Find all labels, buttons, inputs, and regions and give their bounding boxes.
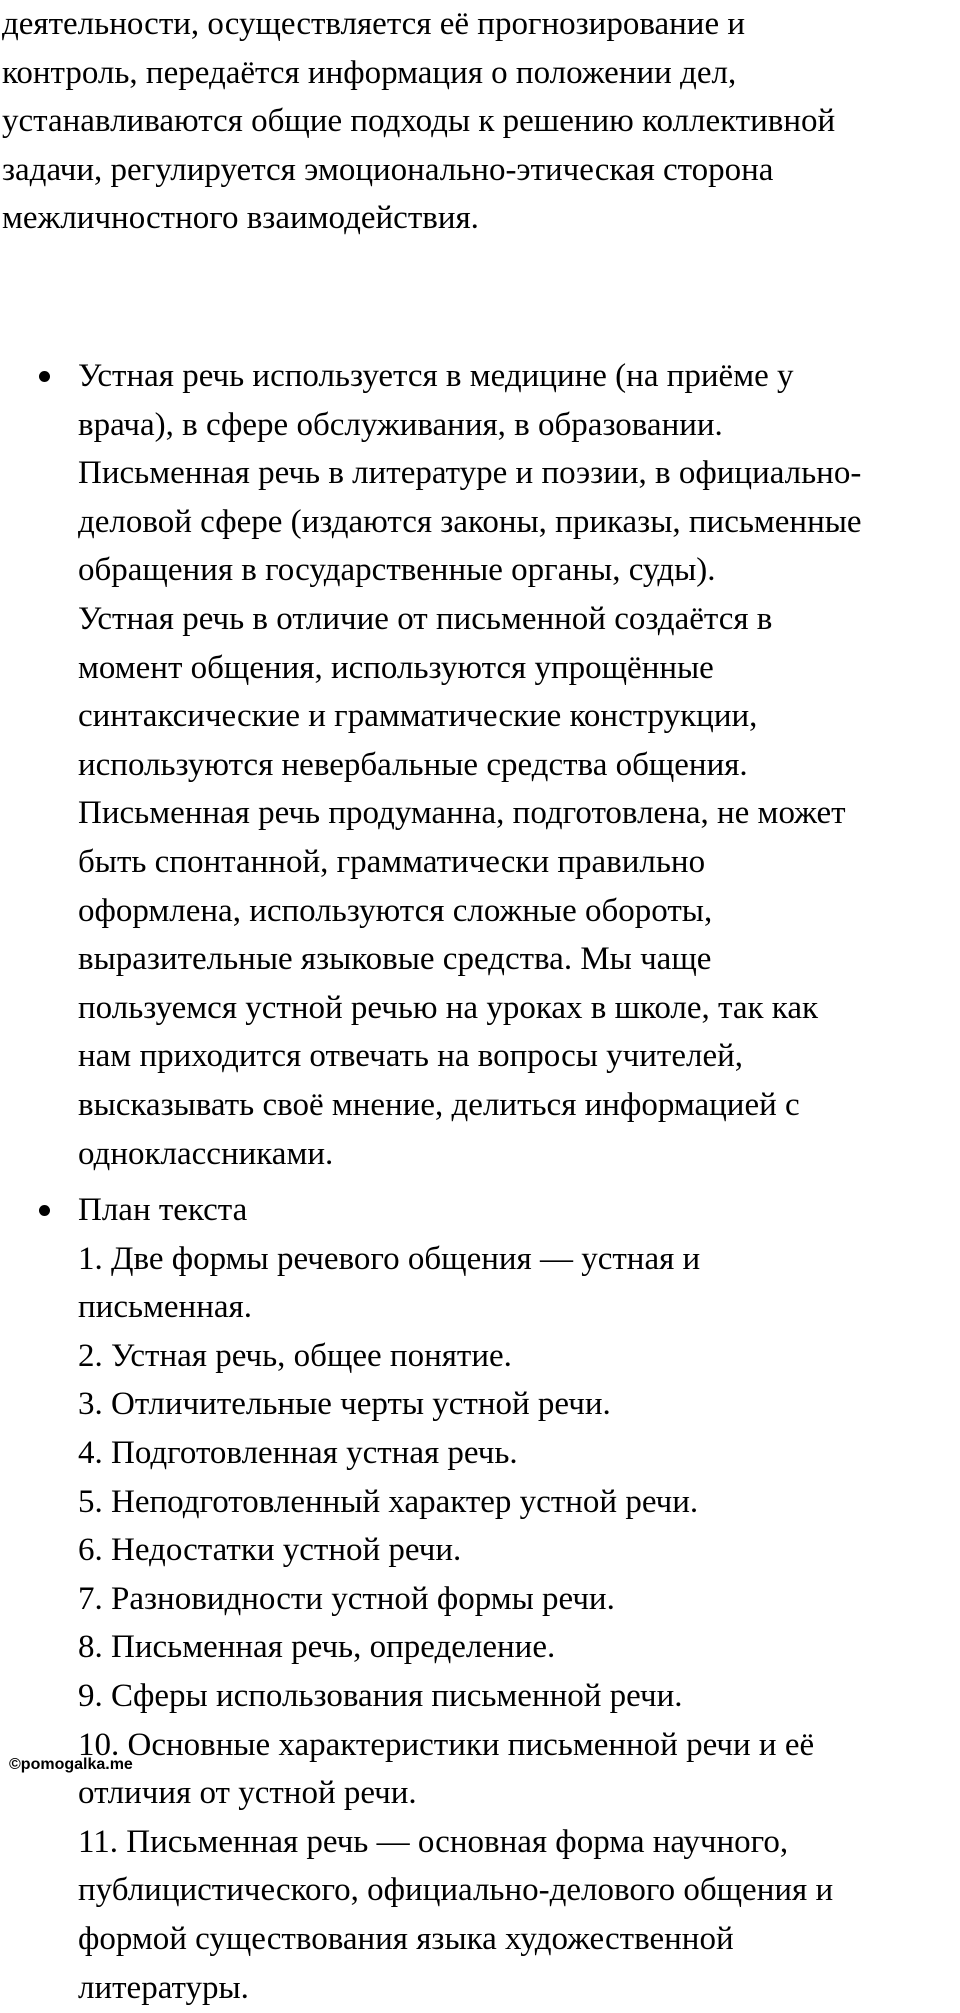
text-line: устанавливаются общие подходы к решению коллективной	[2, 103, 836, 140]
text-line: врача), в сфере обслуживания, в образовании.	[78, 406, 723, 443]
text-line: деловой сфере (издаются законы, приказы, письменные	[78, 503, 862, 540]
text-line: 9. Сферы использования письменной речи.	[78, 1677, 683, 1714]
text-line: Устная речь в отличие от письменной создаётся в	[78, 600, 773, 637]
text-line: отличия от устной речи.	[78, 1775, 417, 1812]
text-line: пользуемся устной речью на уроках в школе, так как	[78, 989, 819, 1026]
text-line: высказывать своё мнение, делиться информацией с	[78, 1086, 800, 1123]
text-line: Письменная речь в литературе и поэзии, в официально-	[78, 455, 862, 492]
text-line: оформлена, используются сложные обороты,	[78, 892, 713, 929]
text-line: письменная.	[78, 1289, 252, 1326]
bullet-icon	[39, 1205, 50, 1216]
bullet-icon	[39, 371, 50, 382]
text-line: Письменная речь продуманна, подготовлена, не может	[78, 795, 846, 832]
text-line: 11. Письменная речь — основная форма научного,	[78, 1823, 789, 1860]
text-line: публицистического, официально-делового общения и	[78, 1872, 834, 1909]
text-line: формой существования языка художественной	[78, 1920, 734, 1957]
text-line: используются невербальные средства общения.	[78, 746, 748, 783]
text-line: 3. Отличительные черты устной речи.	[78, 1386, 611, 1423]
text-line: 6. Недостатки устной речи.	[78, 1532, 462, 1569]
text-line: 8. Письменная речь, определение.	[78, 1629, 556, 1666]
text-line: Устная речь используется в медицине (на приёме у	[78, 358, 794, 394]
bullet-text	[78, 1186, 958, 2012]
text-line: межличностного взаимодействия.	[2, 200, 479, 237]
watermark: ©pomogalka.me	[9, 1756, 133, 1773]
text-line: 10. Основные характеристики письменной речи и её	[78, 1726, 815, 1763]
text-line: обращения в государственные органы, суды).	[78, 552, 716, 589]
text-line: выразительные языковые средства. Мы чаще	[78, 941, 712, 978]
text-line: литературы.	[78, 1969, 249, 2006]
text-line: одноклассниками.	[78, 1135, 334, 1172]
bullet-text	[78, 352, 958, 1178]
text-line: 1. Две формы речевого общения — устная и	[78, 1240, 701, 1277]
intro-paragraph	[2, 0, 952, 243]
text-line: быть спонтанной, грамматически правильно	[78, 843, 706, 880]
text-line: План текста	[78, 1192, 248, 1228]
text-line: 7. Разновидности устной формы речи.	[78, 1580, 615, 1617]
text-line: синтаксические и грамматические конструкции,	[78, 698, 758, 735]
text-line: 2. Устная речь, общее понятие.	[78, 1337, 512, 1374]
text-line: нам приходится отвечать на вопросы учителей,	[78, 1038, 744, 1075]
text-line: деятельности, осуществляется её прогнозирование и	[2, 6, 745, 42]
text-line: 4. Подготовленная устная речь.	[78, 1434, 518, 1471]
text-line: 5. Неподготовленный характер устной речи.	[78, 1483, 699, 1520]
text-line: задачи, регулируется эмоционально-этическая сторона	[2, 151, 774, 188]
text-line: момент общения, используются упрощённые	[78, 649, 714, 686]
text-line: контроль, передаётся информация о положении дел,	[2, 54, 737, 91]
